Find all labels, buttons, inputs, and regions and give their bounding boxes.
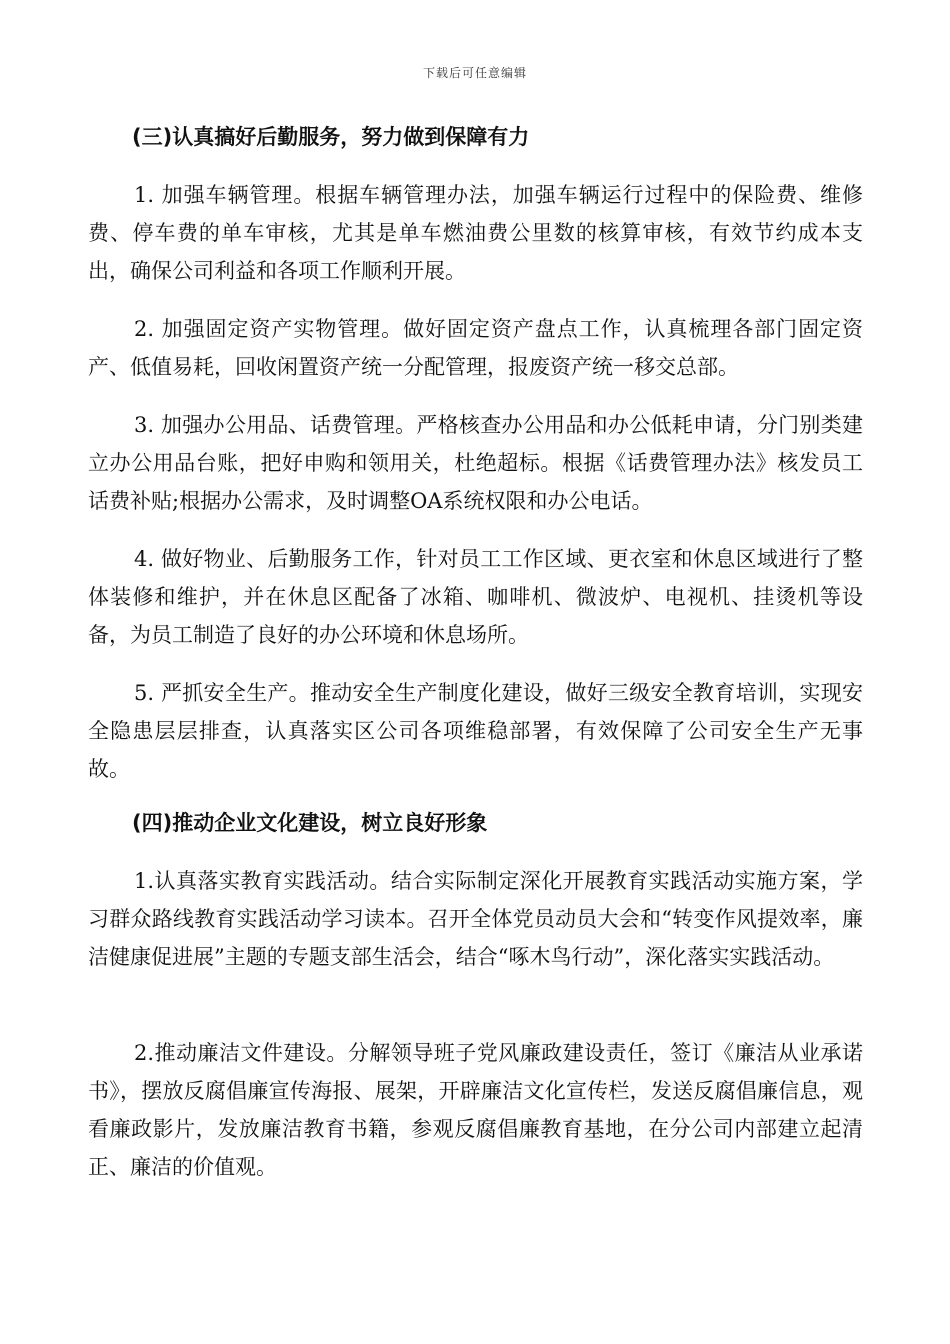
paragraph-3-3: 3. 加强办公用品、话费管理。严格核查办公用品和办公低耗申请，分门别类建立办公用品台账，把好申购和领用关，杜绝超标。根据《话费管理办法》核发员工话费补贴;根据办公需求，及时调整OA系统权限和办公电话。 [88,413,863,513]
section-heading-3: (三)认真搞好后勤服务，努力做到保障有力 [132,125,530,149]
paragraph-3-2: 2. 加强固定资产实物管理。做好固定资产盘点工作，认真梳理各部门固定资产、低值易耗，回收闲置资产统一分配管理，报废资产统一移交总部。 [88,317,863,379]
paragraph-3-4: 4. 做好物业、后勤服务工作，针对员工工作区域、更衣室和休息区域进行了整体装修和维护，并在休息区配备了冰箱、咖啡机、微波炉、电视机、挂烫机等设备，为员工制造了良好的办公环境和休息场所。 [88,547,863,647]
paragraph-3-5: 5. 严抓安全生产。推动安全生产制度化建设，做好三级安全教育培训，实现安全隐患层层排查，认真落实区公司各项维稳部署，有效保障了公司安全生产无事故。 [88,681,863,781]
section-heading-4: (四)推动企业文化建设，树立良好形象 [132,811,488,835]
paragraph-4-1: 1.认真落实教育实践活动。结合实际制定深化开展教育实践活动实施方案，学习群众路线教育实践活动学习读本。召开全体党员动员大会和“转变作风提效率，廉洁健康促进展”主题的专题支部生活会，结合“啄木鸟行动”，深化落实实践活动。 [88,869,863,969]
page-header-note: 下载后可任意编辑 [422,66,527,80]
paragraph-4-2: 2.推动廉洁文件建设。分解领导班子党风廉政建设责任，签订《廉洁从业承诺书》，摆放反腐倡廉宣传海报、展架，开辟廉洁文化宣传栏，发送反腐倡廉信息，观看廉政影片，发放廉洁教育书籍，参观反腐倡廉教育基地，在分公司内部建立起清正、廉洁的价值观。 [88,1041,863,1179]
paragraph-3-1: 1. 加强车辆管理。根据车辆管理办法，加强车辆运行过程中的保险费、维修费、停车费的单车审核，尤其是单车燃油费公里数的核算审核，有效节约成本支出，确保公司利益和各项工作顺利开展。 [88,183,863,283]
